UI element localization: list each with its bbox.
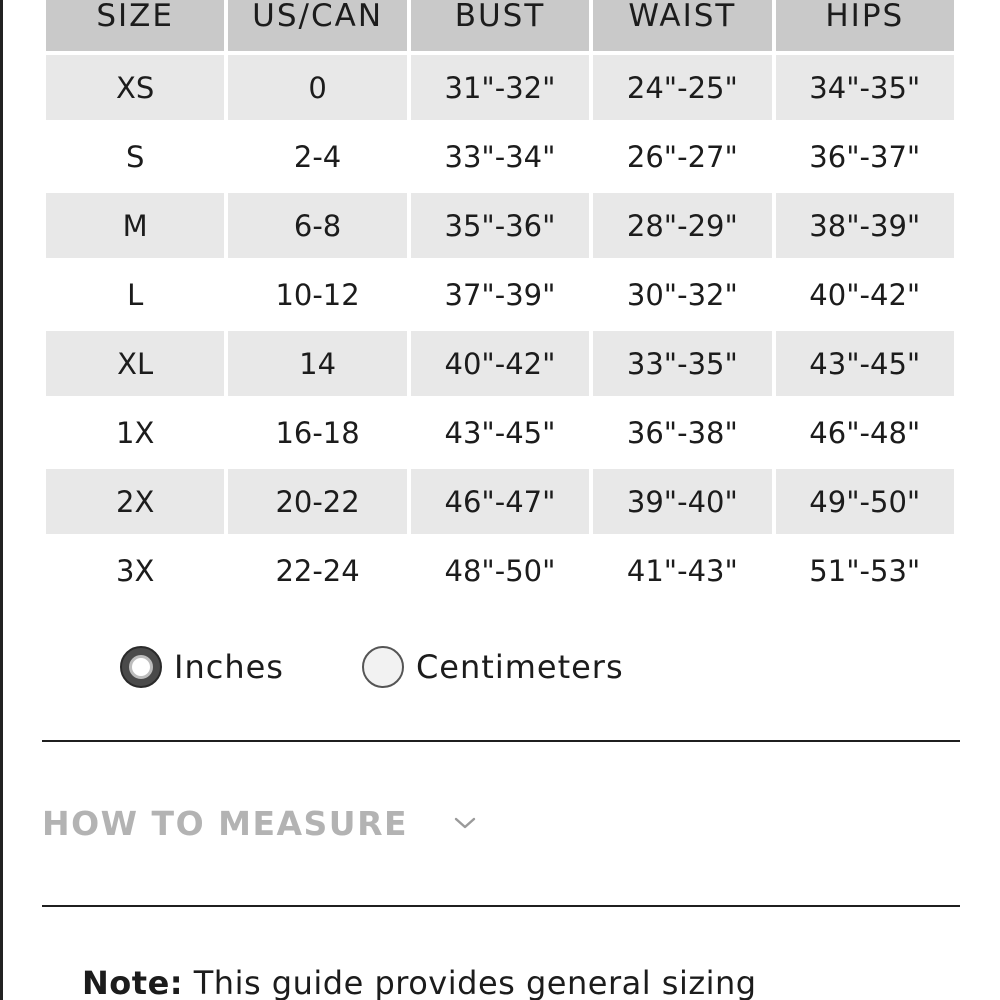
waist-cell: 36"-38" [593,400,771,469]
bust-cell: 48"-50" [411,538,589,607]
section-divider-bottom [42,905,960,907]
size-cell: XL [46,331,224,400]
size-cell: 3X [46,538,224,607]
bust-cell: 43"-45" [411,400,589,469]
waist-cell: 41"-43" [593,538,771,607]
section-divider-top [42,740,960,742]
table-row [46,400,954,469]
chevron-down-icon [454,812,476,834]
table-row [46,124,954,193]
hips-cell: 38"-39" [776,193,954,262]
waist-cell: 28"-29" [593,193,771,262]
column-header-us-can: US/CAN [228,0,406,55]
table-row [46,331,954,400]
us-can-cell: 6-8 [228,193,406,262]
how-to-measure-title: HOW TO MEASURE [42,803,409,843]
unit-selector [120,644,624,690]
table-row [46,55,954,124]
unit-option-inches[interactable] [120,646,284,688]
size-cell: S [46,124,224,193]
table-header-row [46,0,954,55]
size-cell: M [46,193,224,262]
size-cell: 2X [46,469,224,538]
column-header-waist: WAIST [593,0,771,55]
centimeters-radio[interactable] [362,646,404,688]
us-can-cell: 16-18 [228,400,406,469]
us-can-cell: 22-24 [228,538,406,607]
unit-option-centimeters[interactable] [362,646,624,688]
waist-cell: 33"-35" [593,331,771,400]
bust-cell: 33"-34" [411,124,589,193]
inches-radio[interactable] [120,646,162,688]
column-header-bust: BUST [411,0,589,55]
hips-cell: 40"-42" [776,262,954,331]
us-can-cell: 14 [228,331,406,400]
hips-cell: 34"-35" [776,55,954,124]
table-row [46,193,954,262]
bust-cell: 31"-32" [411,55,589,124]
waist-cell: 39"-40" [593,469,771,538]
column-header-size: SIZE [46,0,224,55]
hips-cell: 43"-45" [776,331,954,400]
table-row [46,538,954,607]
sizing-note [82,964,757,1000]
us-can-cell: 2-4 [228,124,406,193]
how-to-measure-toggle[interactable] [42,796,476,850]
centimeters-label: Centimeters [415,648,624,686]
hips-cell: 49"-50" [776,469,954,538]
size-chart-table [42,0,958,607]
left-border [0,0,3,1000]
table-row [46,469,954,538]
size-cell: 1X [46,400,224,469]
hips-cell: 46"-48" [776,400,954,469]
us-can-cell: 0 [228,55,406,124]
inches-label: Inches [174,648,284,686]
hips-cell: 51"-53" [776,538,954,607]
size-cell: XS [46,55,224,124]
note-text: This guide provides general sizing [193,964,757,1000]
waist-cell: 26"-27" [593,124,771,193]
us-can-cell: 20-22 [228,469,406,538]
radio-selected-dot [129,655,153,679]
note-label: Note: [82,964,184,1000]
bust-cell: 37"-39" [411,262,589,331]
hips-cell: 36"-37" [776,124,954,193]
table-row [46,262,954,331]
waist-cell: 30"-32" [593,262,771,331]
bust-cell: 40"-42" [411,331,589,400]
bust-cell: 46"-47" [411,469,589,538]
bust-cell: 35"-36" [411,193,589,262]
column-header-hips: HIPS [776,0,954,55]
waist-cell: 24"-25" [593,55,771,124]
size-cell: L [46,262,224,331]
us-can-cell: 10-12 [228,262,406,331]
